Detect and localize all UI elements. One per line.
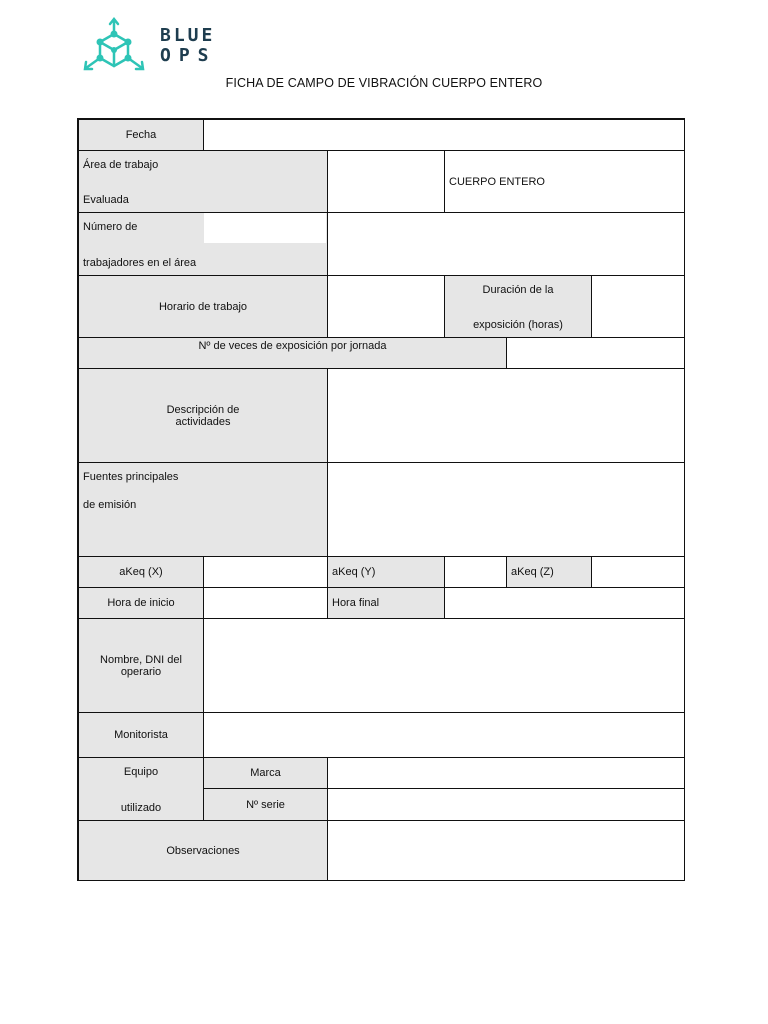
label-equipo xyxy=(78,757,204,821)
label-numero-line2: trabajadores en el área xyxy=(83,257,197,269)
label-observaciones: Observaciones xyxy=(78,820,328,881)
label-duracion xyxy=(444,275,592,338)
input-observaciones[interactable] xyxy=(327,820,685,881)
label-fuentes-line2: de emisión xyxy=(83,499,137,511)
label-akeq-z: aKeq (Z) xyxy=(506,556,592,588)
logo-line-1: BLUE xyxy=(160,25,216,46)
logo-wordmark xyxy=(160,26,217,66)
label-equipo-line2: utilizado xyxy=(120,802,162,814)
input-veces-exposicion[interactable] xyxy=(506,337,685,369)
number-inset-box[interactable] xyxy=(204,213,326,243)
input-serie[interactable] xyxy=(327,788,685,821)
input-hora-final[interactable] xyxy=(444,587,685,619)
label-hora-final: Hora final xyxy=(327,587,445,619)
input-area[interactable] xyxy=(327,150,445,213)
label-descripcion-line1: Descripción de xyxy=(166,403,240,416)
input-akeq-x[interactable] xyxy=(203,556,328,588)
input-horario[interactable] xyxy=(327,275,445,338)
field-form xyxy=(77,118,685,881)
input-hora-inicio[interactable] xyxy=(203,587,328,619)
label-marca: Marca xyxy=(203,757,328,789)
label-numero-line1: Número de xyxy=(83,221,138,233)
label-veces-exposicion: Nº de veces de exposición por jornada xyxy=(78,337,507,369)
label-fuentes-line1: Fuentes principales xyxy=(83,471,179,483)
label-akeq-y: aKeq (Y) xyxy=(327,556,445,588)
input-numero-trabajadores[interactable] xyxy=(327,212,685,276)
input-nombre-dni[interactable] xyxy=(203,618,685,713)
label-horario: Horario de trabajo xyxy=(78,275,328,338)
input-monitorista[interactable] xyxy=(203,712,685,758)
input-marca[interactable] xyxy=(327,757,685,789)
page-title: FICHA DE CAMPO DE VIBRACIÓN CUERPO ENTERO xyxy=(225,76,543,90)
label-fecha: Fecha xyxy=(78,119,204,151)
label-hora-inicio: Hora de inicio xyxy=(78,587,204,619)
input-descripcion[interactable] xyxy=(327,368,685,463)
label-duracion-line1: Duración de la xyxy=(482,284,554,296)
input-duracion[interactable] xyxy=(591,275,685,338)
label-nombre-dni xyxy=(78,618,204,713)
label-descripcion xyxy=(78,368,328,463)
label-area-line1: Área de trabajo xyxy=(83,159,159,171)
label-serie: Nº serie xyxy=(203,788,328,821)
label-nombre-line1: Nombre, DNI del xyxy=(100,653,182,666)
label-akeq-x: aKeq (X) xyxy=(78,556,204,588)
label-fuentes xyxy=(78,462,328,557)
label-equipo-line1: Equipo xyxy=(123,766,159,778)
label-duracion-line2: exposición (horas) xyxy=(473,319,563,331)
input-fecha[interactable] xyxy=(203,119,685,151)
label-descripcion-line2: actividades xyxy=(175,415,231,428)
label-monitorista: Monitorista xyxy=(78,712,204,758)
label-nombre-line2: operario xyxy=(120,665,162,678)
input-akeq-z[interactable] xyxy=(591,556,685,588)
label-area-line2: Evaluada xyxy=(83,194,129,206)
logo-line-2: OPS xyxy=(160,45,217,66)
label-cuerpo-entero: CUERPO ENTERO xyxy=(444,150,685,213)
input-akeq-y[interactable] xyxy=(444,556,507,588)
input-fuentes[interactable] xyxy=(327,462,685,557)
label-area xyxy=(78,150,328,213)
